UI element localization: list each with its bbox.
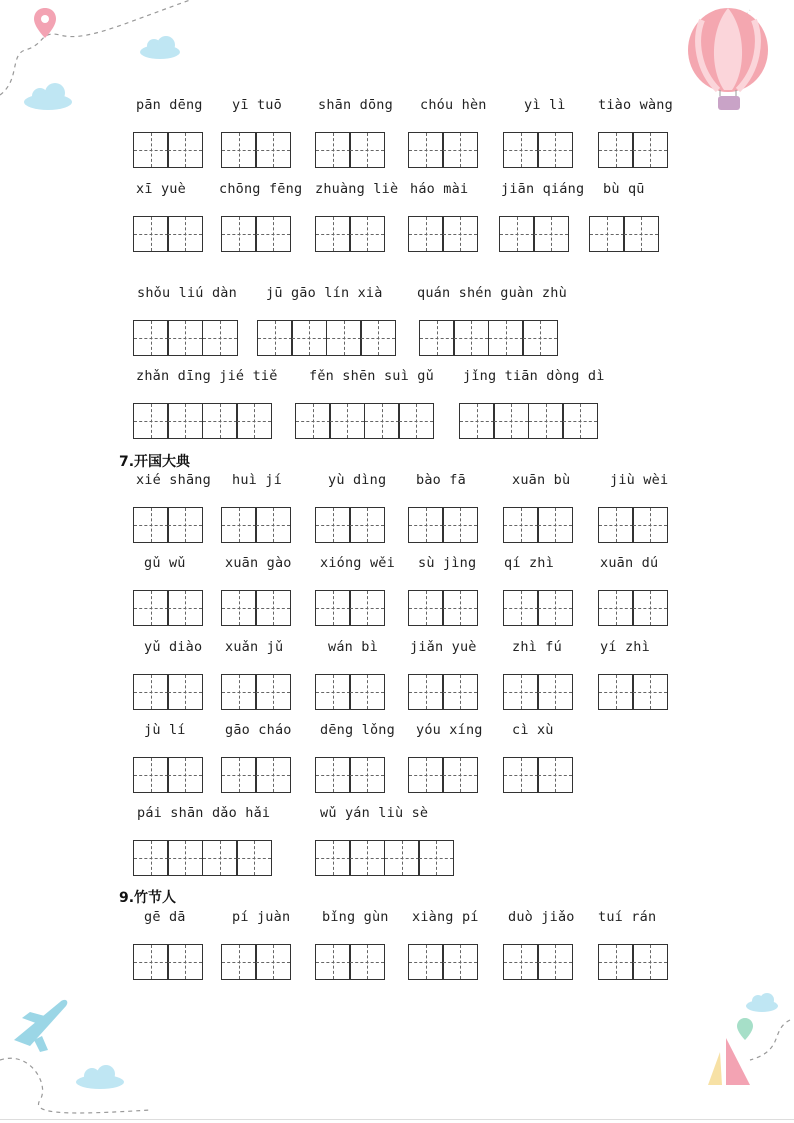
pinyin-label: shǒu liú dàn xyxy=(137,285,237,301)
writing-grid[interactable] xyxy=(408,757,477,793)
writing-cell[interactable] xyxy=(349,944,385,980)
pinyin-label: pí juàn xyxy=(232,909,291,925)
pinyin-label: bǐng gùn xyxy=(322,909,389,925)
writing-grid[interactable] xyxy=(133,320,236,356)
writing-cell[interactable] xyxy=(384,840,420,876)
writing-cell[interactable] xyxy=(442,674,478,710)
writing-cell[interactable] xyxy=(221,944,257,980)
writing-grid[interactable] xyxy=(221,590,290,626)
writing-grid[interactable] xyxy=(419,320,557,356)
writing-cell[interactable] xyxy=(133,216,169,252)
writing-cell[interactable] xyxy=(537,757,573,793)
pinyin-label: jù lí xyxy=(144,722,186,738)
writing-cell[interactable] xyxy=(236,840,272,876)
pinyin-label: yù dìng xyxy=(328,472,387,488)
pinyin-label: yóu xíng xyxy=(416,722,483,738)
writing-cell[interactable] xyxy=(315,590,351,626)
hot-air-balloon-decoration xyxy=(680,0,794,130)
writing-cell[interactable] xyxy=(364,403,400,439)
writing-cell[interactable] xyxy=(221,132,257,168)
writing-cell[interactable] xyxy=(349,840,385,876)
writing-grid[interactable] xyxy=(295,403,433,439)
writing-cell[interactable] xyxy=(632,132,668,168)
pinyin-label: tiào wàng xyxy=(598,97,673,113)
writing-grid[interactable] xyxy=(133,132,202,168)
pinyin-label: jiān qiáng xyxy=(501,181,585,197)
writing-cell[interactable] xyxy=(632,507,668,543)
writing-grid[interactable] xyxy=(257,320,395,356)
writing-grid[interactable] xyxy=(221,507,290,543)
writing-cell[interactable] xyxy=(167,320,203,356)
writing-grid[interactable] xyxy=(315,674,384,710)
writing-grid[interactable] xyxy=(503,590,572,626)
writing-cell[interactable] xyxy=(133,757,169,793)
writing-grid[interactable] xyxy=(598,132,667,168)
writing-grid[interactable] xyxy=(133,403,271,439)
pinyin-label: yǔ diào xyxy=(144,639,203,655)
writing-grid[interactable] xyxy=(133,590,202,626)
writing-grid[interactable] xyxy=(408,944,477,980)
writing-cell[interactable] xyxy=(315,757,351,793)
writing-grid[interactable] xyxy=(598,507,667,543)
pinyin-label: xiàng pí xyxy=(412,909,479,925)
pinyin-label: quán shén guàn zhù xyxy=(417,285,567,301)
writing-grid[interactable] xyxy=(408,674,477,710)
writing-grid[interactable] xyxy=(408,590,477,626)
writing-cell[interactable] xyxy=(202,320,238,356)
writing-cell[interactable] xyxy=(167,840,203,876)
writing-cell[interactable] xyxy=(503,590,539,626)
writing-cell[interactable] xyxy=(537,674,573,710)
pinyin-label: wǔ yán liù sè xyxy=(320,805,429,821)
pinyin-label: chóu hèn xyxy=(420,97,487,113)
pinyin-label: jiù wèi xyxy=(610,472,669,488)
writing-cell[interactable] xyxy=(499,216,535,252)
cloud-icon xyxy=(76,1065,124,1089)
writing-cell[interactable] xyxy=(315,944,351,980)
writing-cell[interactable] xyxy=(315,132,351,168)
pinyin-label: pān dēng xyxy=(136,97,203,113)
cloud-icon xyxy=(746,993,778,1012)
writing-grid[interactable] xyxy=(133,507,202,543)
writing-grid[interactable] xyxy=(499,216,568,252)
writing-grid[interactable] xyxy=(315,590,384,626)
writing-cell[interactable] xyxy=(598,590,634,626)
writing-cell[interactable] xyxy=(349,590,385,626)
location-pin-icon xyxy=(34,8,56,38)
writing-cell[interactable] xyxy=(408,944,444,980)
section-heading: 9.竹节人 xyxy=(119,890,177,906)
writing-cell[interactable] xyxy=(408,674,444,710)
writing-cell[interactable] xyxy=(408,757,444,793)
pinyin-label: sù jìng xyxy=(418,555,477,571)
section-heading: 7.开国大典 xyxy=(119,454,191,470)
writing-cell[interactable] xyxy=(418,840,454,876)
writing-grid[interactable] xyxy=(315,507,384,543)
pinyin-label: gāo cháo xyxy=(225,722,292,738)
pinyin-label: qí zhì xyxy=(504,555,554,571)
pinyin-label: shān dōng xyxy=(318,97,393,113)
pinyin-label: gǔ wǔ xyxy=(144,555,186,571)
writing-cell[interactable] xyxy=(488,320,524,356)
pinyin-label: dēng lǒng xyxy=(320,722,395,738)
pinyin-label: yí zhì xyxy=(600,639,650,655)
writing-cell[interactable] xyxy=(442,590,478,626)
writing-cell[interactable] xyxy=(236,403,272,439)
writing-cell[interactable] xyxy=(442,507,478,543)
writing-cell[interactable] xyxy=(503,132,539,168)
writing-cell[interactable] xyxy=(562,403,598,439)
writing-cell[interactable] xyxy=(221,674,257,710)
writing-cell[interactable] xyxy=(408,507,444,543)
writing-cell[interactable] xyxy=(329,403,365,439)
writing-cell[interactable] xyxy=(522,320,558,356)
writing-grid[interactable] xyxy=(598,590,667,626)
writing-cell[interactable] xyxy=(167,132,203,168)
writing-grid[interactable] xyxy=(503,132,572,168)
writing-cell[interactable] xyxy=(537,507,573,543)
pinyin-label: jiǎn yuè xyxy=(410,639,477,655)
pinyin-label: huì jí xyxy=(232,472,282,488)
writing-cell[interactable] xyxy=(632,674,668,710)
location-pin-icon xyxy=(737,1018,753,1040)
writing-cell[interactable] xyxy=(442,132,478,168)
writing-cell[interactable] xyxy=(167,403,203,439)
writing-grid[interactable] xyxy=(133,216,202,252)
writing-cell[interactable] xyxy=(503,674,539,710)
writing-cell[interactable] xyxy=(167,507,203,543)
writing-grid[interactable] xyxy=(408,216,477,252)
pinyin-label: jǐng tiān dòng dì xyxy=(463,368,605,384)
writing-cell[interactable] xyxy=(442,944,478,980)
writing-cell[interactable] xyxy=(315,674,351,710)
writing-grid[interactable] xyxy=(133,944,202,980)
writing-cell[interactable] xyxy=(167,944,203,980)
balloon-icon xyxy=(688,8,768,110)
writing-cell[interactable] xyxy=(133,403,169,439)
writing-cell[interactable] xyxy=(133,132,169,168)
writing-cell[interactable] xyxy=(503,757,539,793)
bottom-right-decoration xyxy=(690,990,794,1123)
writing-cell[interactable] xyxy=(408,132,444,168)
writing-grid[interactable] xyxy=(315,216,384,252)
writing-cell[interactable] xyxy=(221,590,257,626)
writing-cell[interactable] xyxy=(349,674,385,710)
writing-cell[interactable] xyxy=(257,320,293,356)
writing-cell[interactable] xyxy=(442,757,478,793)
writing-cell[interactable] xyxy=(453,320,489,356)
writing-cell[interactable] xyxy=(167,757,203,793)
writing-cell[interactable] xyxy=(349,507,385,543)
writing-grid[interactable] xyxy=(503,944,572,980)
pinyin-label: jū gāo lín xià xyxy=(266,285,383,301)
writing-cell[interactable] xyxy=(360,320,396,356)
writing-cell[interactable] xyxy=(255,507,291,543)
writing-cell[interactable] xyxy=(167,674,203,710)
pinyin-label: zhǎn dīng jié tiě xyxy=(136,368,278,384)
writing-cell[interactable] xyxy=(221,507,257,543)
writing-cell[interactable] xyxy=(528,403,564,439)
pinyin-label: bù qū xyxy=(603,181,645,197)
writing-grid[interactable] xyxy=(315,840,453,876)
writing-grid[interactable] xyxy=(598,674,667,710)
sailboat-icon xyxy=(708,1038,750,1085)
writing-cell[interactable] xyxy=(255,674,291,710)
pinyin-label: fěn shēn suì gǔ xyxy=(309,368,434,384)
writing-grid[interactable] xyxy=(589,216,658,252)
writing-cell[interactable] xyxy=(167,216,203,252)
writing-cell[interactable] xyxy=(291,320,327,356)
pinyin-label: xī yuè xyxy=(136,181,186,197)
writing-cell[interactable] xyxy=(598,507,634,543)
writing-grid[interactable] xyxy=(221,757,290,793)
writing-cell[interactable] xyxy=(398,403,434,439)
writing-grid[interactable] xyxy=(408,132,477,168)
writing-grid[interactable] xyxy=(315,132,384,168)
writing-cell[interactable] xyxy=(133,320,169,356)
writing-cell[interactable] xyxy=(442,216,478,252)
writing-cell[interactable] xyxy=(503,507,539,543)
writing-cell[interactable] xyxy=(537,132,573,168)
writing-cell[interactable] xyxy=(537,590,573,626)
writing-grid[interactable] xyxy=(221,216,290,252)
writing-grid[interactable] xyxy=(459,403,597,439)
writing-grid[interactable] xyxy=(503,507,572,543)
page-bottom-edge xyxy=(0,1119,794,1120)
writing-cell[interactable] xyxy=(408,216,444,252)
pinyin-label: háo mài xyxy=(410,181,469,197)
writing-grid[interactable] xyxy=(133,757,202,793)
pinyin-label: xuān bù xyxy=(512,472,571,488)
bottom-left-decoration xyxy=(0,990,170,1123)
writing-grid[interactable] xyxy=(221,944,290,980)
writing-cell[interactable] xyxy=(202,403,238,439)
writing-cell[interactable] xyxy=(315,216,351,252)
writing-cell[interactable] xyxy=(589,216,625,252)
writing-cell[interactable] xyxy=(255,132,291,168)
writing-grid[interactable] xyxy=(133,840,271,876)
writing-grid[interactable] xyxy=(315,944,384,980)
pinyin-label: xié shāng xyxy=(136,472,211,488)
writing-cell[interactable] xyxy=(255,944,291,980)
pinyin-label: zhuàng liè xyxy=(315,181,399,197)
writing-cell[interactable] xyxy=(133,674,169,710)
writing-cell[interactable] xyxy=(623,216,659,252)
writing-cell[interactable] xyxy=(255,216,291,252)
writing-grid[interactable] xyxy=(503,757,572,793)
writing-cell[interactable] xyxy=(133,944,169,980)
pinyin-label: gē dā xyxy=(144,909,186,925)
pinyin-label: yī tuō xyxy=(232,97,282,113)
writing-grid[interactable] xyxy=(503,674,572,710)
writing-cell[interactable] xyxy=(255,590,291,626)
pinyin-label: wán bì xyxy=(328,639,378,655)
writing-cell[interactable] xyxy=(133,840,169,876)
writing-cell[interactable] xyxy=(315,507,351,543)
pinyin-label: pái shān dǎo hǎi xyxy=(137,805,271,821)
pinyin-label: yì lì xyxy=(524,97,566,113)
pinyin-label: xuān gào xyxy=(225,555,292,571)
pinyin-label: tuí rán xyxy=(598,909,657,925)
writing-cell[interactable] xyxy=(202,840,238,876)
writing-cell[interactable] xyxy=(598,944,634,980)
writing-cell[interactable] xyxy=(221,216,257,252)
writing-cell[interactable] xyxy=(255,757,291,793)
writing-cell[interactable] xyxy=(533,216,569,252)
writing-cell[interactable] xyxy=(537,944,573,980)
writing-cell[interactable] xyxy=(459,403,495,439)
airplane-icon xyxy=(14,1000,67,1052)
writing-grid[interactable] xyxy=(221,674,290,710)
writing-cell[interactable] xyxy=(493,403,529,439)
pinyin-label: cì xù xyxy=(512,722,554,738)
writing-cell[interactable] xyxy=(315,840,351,876)
pinyin-label: zhì fú xyxy=(512,639,562,655)
pinyin-label: xióng wěi xyxy=(320,555,395,571)
pinyin-label: bào fā xyxy=(416,472,466,488)
writing-cell[interactable] xyxy=(295,403,331,439)
writing-cell[interactable] xyxy=(408,590,444,626)
writing-cell[interactable] xyxy=(349,757,385,793)
writing-cell[interactable] xyxy=(221,757,257,793)
writing-cell[interactable] xyxy=(632,590,668,626)
writing-cell[interactable] xyxy=(598,132,634,168)
writing-grid[interactable] xyxy=(408,507,477,543)
writing-cell[interactable] xyxy=(326,320,362,356)
writing-cell[interactable] xyxy=(632,944,668,980)
pinyin-label: xuān dú xyxy=(600,555,659,571)
writing-cell[interactable] xyxy=(349,216,385,252)
writing-cell[interactable] xyxy=(133,590,169,626)
writing-grid[interactable] xyxy=(221,132,290,168)
pinyin-label: duò jiǎo xyxy=(508,909,575,925)
writing-cell[interactable] xyxy=(349,132,385,168)
writing-cell[interactable] xyxy=(167,590,203,626)
writing-cell[interactable] xyxy=(503,944,539,980)
pinyin-label: xuǎn jǔ xyxy=(225,639,284,655)
pinyin-label: chōng fēng xyxy=(219,181,303,197)
writing-grid[interactable] xyxy=(315,757,384,793)
writing-grid[interactable] xyxy=(598,944,667,980)
writing-grid[interactable] xyxy=(133,674,202,710)
writing-cell[interactable] xyxy=(133,507,169,543)
writing-cell[interactable] xyxy=(598,674,634,710)
writing-cell[interactable] xyxy=(419,320,455,356)
